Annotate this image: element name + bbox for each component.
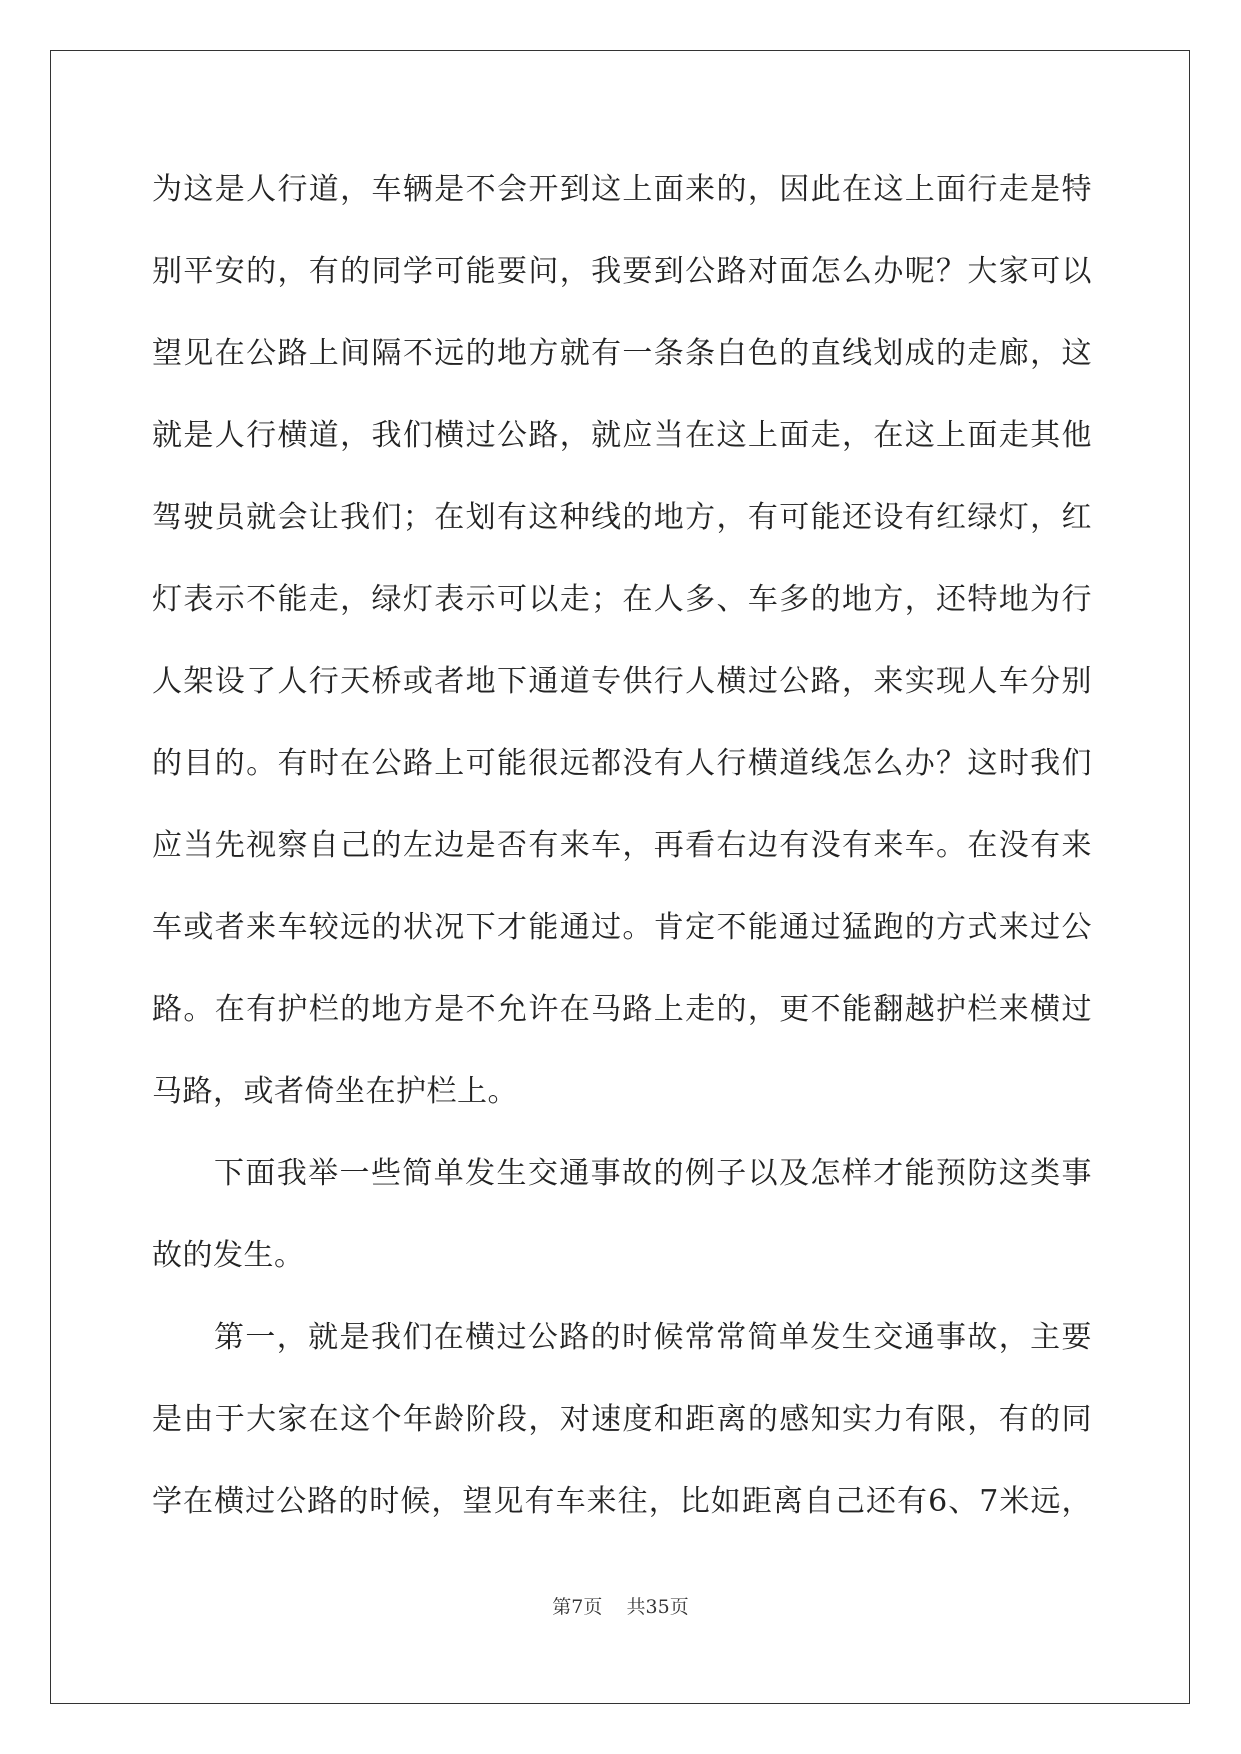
text-line: 望见在公路上间隔不远的地方就有一条条白色的直线划成的走廊，这 bbox=[152, 336, 1092, 371]
text-line: 应当先视察自己的左边是否有来车，再看右边有没有来车。在没有来 bbox=[152, 828, 1092, 863]
text-line: 别平安的，有的同学可能要问，我要到公路对面怎么办呢？大家可以 bbox=[152, 254, 1092, 289]
text-line: 灯表示不能走，绿灯表示可以走；在人多、车多的地方，还特地为行 bbox=[152, 582, 1092, 617]
text-line: 马路，或者倚坐在护栏上。 bbox=[152, 1074, 518, 1109]
text-line: 人架设了人行天桥或者地下通道专供行人横过公路，来实现人车分别 bbox=[152, 664, 1092, 699]
body-text bbox=[152, 162, 1092, 1556]
text-line: 故的发生。 bbox=[152, 1238, 305, 1273]
text-line: 车或者来车较远的状况下才能通过。肯定不能通过猛跑的方式来过公 bbox=[152, 910, 1092, 945]
text-line: 下面我举一些简单发生交通事故的例子以及怎样才能预防这类事 bbox=[214, 1156, 1092, 1191]
page-number: 第7页 bbox=[552, 1596, 603, 1618]
text-line: 第一，就是我们在横过公路的时候常常简单发生交通事故，主要 bbox=[214, 1320, 1092, 1355]
text-line: 的目的。有时在公路上可能很远都没有人行横道线怎么办？这时我们 bbox=[152, 746, 1092, 781]
page-footer bbox=[0, 1592, 1241, 1619]
text-line: 为这是人行道，车辆是不会开到这上面来的，因此在这上面行走是特 bbox=[152, 172, 1092, 207]
page-total: 共35页 bbox=[626, 1596, 689, 1618]
text-line: 路。在有护栏的地方是不允许在马路上走的，更不能翻越护栏来横过 bbox=[152, 992, 1092, 1027]
text-line: 是由于大家在这个年龄阶段，对速度和距离的感知实力有限，有的同 bbox=[152, 1402, 1092, 1437]
text-line: 就是人行横道，我们横过公路，就应当在这上面走，在这上面走其他 bbox=[152, 418, 1092, 453]
text-line: 学在横过公路的时候，望见有车来往，比如距离自己还有6、7米远， bbox=[152, 1484, 1092, 1519]
text-line: 驾驶员就会让我们；在划有这种线的地方，有可能还设有红绿灯，红 bbox=[152, 500, 1092, 535]
